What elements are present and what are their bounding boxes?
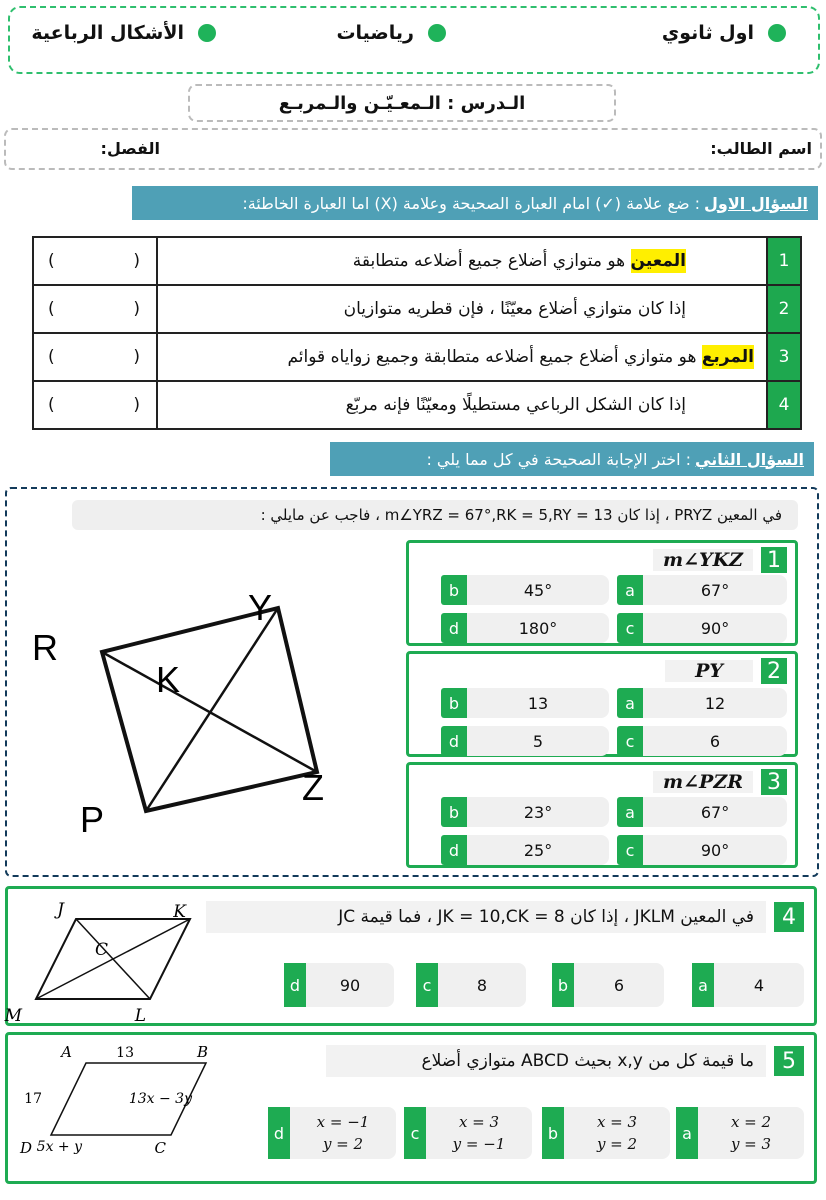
subquestion-title: m∠YKZ (653, 549, 753, 571)
option-d[interactable]: 180° d (441, 613, 609, 643)
option-d[interactable]: 5 d (441, 726, 609, 756)
option-a[interactable]: 12 a (617, 688, 787, 718)
option-a[interactable]: 67° a (617, 575, 787, 605)
option-d[interactable]: 90 d (284, 963, 394, 1007)
table-row (33, 237, 801, 285)
bullet-icon (198, 24, 216, 42)
option-c[interactable]: 90° c (617, 835, 787, 865)
question5-text: ما قيمة كل من x,y بحيث ABCD متوازي أضلاع (326, 1045, 766, 1077)
option-d[interactable]: 25° d (441, 835, 609, 865)
option-b[interactable]: 13 b (441, 688, 609, 718)
subquestion-1 (406, 540, 798, 646)
option-c[interactable]: 8 c (416, 963, 526, 1007)
statement: المعين هو متوازي أضلاع جميع أضلاعه متطابقة (157, 237, 767, 285)
question2-header (330, 442, 814, 476)
option-a[interactable]: 67° a (617, 797, 787, 827)
vertex-l-label: L (134, 1006, 146, 1026)
highlight-term: المربع (701, 347, 754, 367)
subquestion-number: 2 (761, 658, 787, 684)
highlight-term: المعين (630, 251, 686, 271)
subquestion-title: PY (665, 660, 753, 682)
row-number: 1 (767, 237, 801, 285)
class-label[interactable]: الفصل: (100, 139, 160, 158)
vertex-b-label: B (196, 1043, 208, 1061)
rhombus-figure (32, 580, 380, 850)
answer-cell[interactable]: ( ) (33, 381, 157, 429)
vertex-d-label: D (19, 1139, 32, 1157)
subquestion-2 (406, 651, 798, 757)
vertex-y-label: Y (247, 587, 272, 628)
center-c-label: C (94, 940, 108, 960)
option-c[interactable]: 90° c (617, 613, 787, 643)
option-b[interactable]: 6 b (552, 963, 664, 1007)
question4-box (5, 886, 817, 1026)
option-c[interactable]: 6 c (617, 726, 787, 756)
true-false-table (32, 236, 802, 430)
statement: إذا كان الشكل الرباعي مستطيلًا ومعيّنًا فإنه مربّع (157, 381, 767, 429)
answer-cell[interactable]: ( ) (33, 285, 157, 333)
subquestion-3 (406, 762, 798, 868)
vertex-c-label: C (154, 1139, 166, 1157)
option-d[interactable]: x = −1 y = 2 d (268, 1107, 396, 1159)
question-number: 5 (774, 1046, 804, 1076)
statement: المربع هو متوازي أضلاع جميع أضلاعه متطابقة وجميع زواياه قوائم (157, 333, 767, 381)
table-row (33, 333, 801, 381)
row-number: 3 (767, 333, 801, 381)
subquestion-title: m∠PZR (653, 771, 753, 793)
option-b[interactable]: 23° b (441, 797, 609, 827)
header-grade: اول ثانوي (662, 22, 786, 44)
student-name-label[interactable]: اسم الطالب: (710, 139, 812, 158)
question1-header (132, 186, 818, 220)
subquestion-number: 3 (761, 769, 787, 795)
question2-title: السؤال الثاني (695, 449, 804, 469)
rhombus-outline (102, 608, 317, 811)
vertex-k-label: K (173, 902, 186, 922)
question-number: 4 (774, 902, 804, 932)
center-k-label: K (155, 659, 180, 700)
vertex-a-label: A (61, 1043, 72, 1061)
table-row (33, 285, 801, 333)
lesson-title: الـدرس : الـمعـيّـن والـمربـع (188, 84, 616, 122)
side-left-label: 17 (24, 1091, 42, 1107)
vertex-z-label: Z (302, 767, 324, 808)
subquestion-number: 1 (761, 547, 787, 573)
vertex-m-label: M (4, 1006, 22, 1026)
question4-text: في المعين JKLM ، إذا كان JK = 10,CK = 8 ، فما قيمة JC (206, 901, 766, 933)
option-b[interactable]: x = 3 y = 2 b (542, 1107, 670, 1159)
rhombus-jklm-figure (4, 897, 214, 1026)
vertex-r-label: R (32, 627, 58, 668)
bullet-icon (768, 24, 786, 42)
table-row (33, 381, 801, 429)
option-a[interactable]: x = 2 y = 3 a (676, 1107, 804, 1159)
parallelogram-abcd-figure (16, 1039, 272, 1179)
row-number: 4 (767, 381, 801, 429)
student-info (4, 128, 822, 170)
question5-box (5, 1032, 817, 1184)
header-unit: الأشكال الرباعية (31, 22, 216, 44)
vertex-p-label: P (79, 799, 104, 840)
given-statement: في المعين PRYZ ، إذا كان m∠YRZ = 67°,RK = 5,RY = 13 ، فاجب عن مايلي : (72, 500, 798, 530)
bullet-icon (428, 24, 446, 42)
question1-instruction: : ضع علامة (✓) امام العبارة الصحيحة وعلامة (X) اما العبارة الخاطئة: (242, 193, 701, 213)
diagonal (36, 919, 190, 999)
answer-cell[interactable]: ( ) (33, 237, 157, 285)
side-right-label: 13x − 3y (128, 1091, 192, 1107)
vertex-j-label: J (57, 900, 64, 920)
header-subject: رياضيات (336, 22, 446, 44)
option-a[interactable]: 4 a (692, 963, 804, 1007)
answer-cell[interactable]: ( ) (33, 333, 157, 381)
question2-instruction: : اختر الإجابة الصحيحة في كل مما يلي : (426, 449, 692, 469)
option-c[interactable]: x = 3 y = −1 c (404, 1107, 532, 1159)
statement: إذا كان متوازي أضلاع معيّنًا ، فإن قطريه متوازيان (157, 285, 767, 333)
option-b[interactable]: 45° b (441, 575, 609, 605)
side-top-label: 13 (116, 1045, 134, 1061)
question1-title: السؤال الاول (704, 193, 808, 213)
side-bottom-label: 5x + y (36, 1139, 82, 1155)
diagonal-yp (146, 608, 278, 811)
row-number: 2 (767, 285, 801, 333)
